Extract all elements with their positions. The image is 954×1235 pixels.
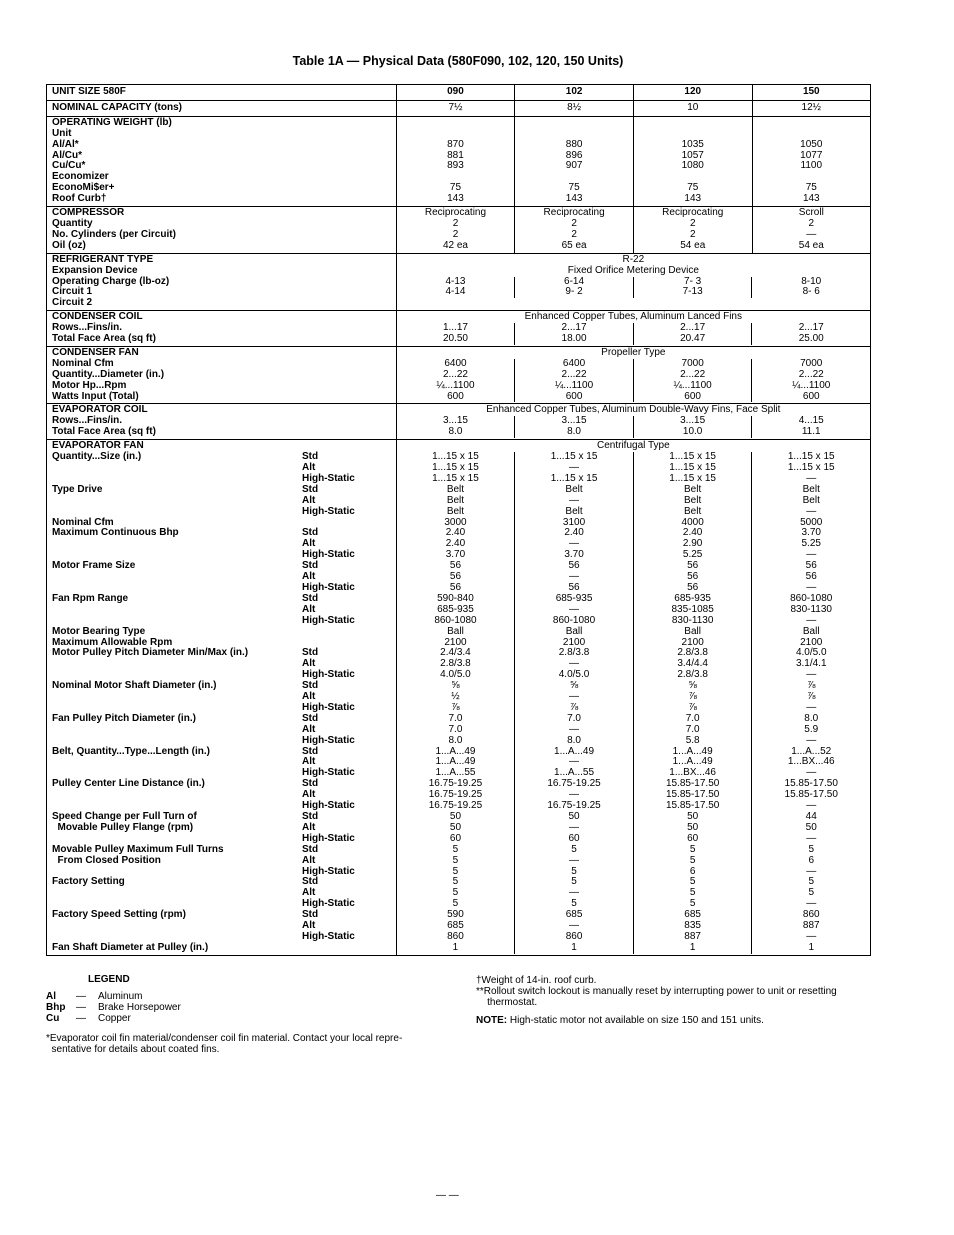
evap-coil-150-text: 4...15 11.1 [751, 416, 870, 438]
col-102: 102 [515, 85, 634, 101]
evap-fan-values [396, 440, 870, 956]
legend-abbr: Cu [46, 1013, 60, 1024]
compressor-102 [515, 207, 634, 254]
compressor-row [47, 207, 871, 254]
evap-fan-120-text: 1...15 x 15 1...15 x 15 1...15 x 15 Belt Belt Belt 4000 2.40 2.90 5.25 56 56 56 685-935 835-1085 830-1130 Ball 2100 2.8/3.8 3.4/4.4 2.8/3.8 ⅝ ⅞ ⅞ 7.0 7.0 5.8 1...A...49 1...A...49 1...BX...46 15.85-17.50 15.85-17.50 15.85-17.50 50 50 60 5 5 6 5 5 5 685 835 887 1 [633, 452, 752, 954]
nominal-capacity-label: NOMINAL CAPACITY (tons) [47, 100, 397, 116]
legend [46, 974, 466, 1024]
weight-150-text: 1050 1077 1100 75 143 [800, 138, 823, 205]
refrigerant-102-text: 6-14 9- 2 [514, 277, 633, 299]
evap-fan-labels [47, 440, 397, 956]
note [476, 1015, 876, 1026]
evap-coil-090-text: 3...15 8.0 [442, 415, 468, 438]
table-title: Table 1A — Physical Data (580F090, 102, 120, 150 Units) [292, 54, 624, 68]
weight-102-text: 880 896 907 75 143 [565, 138, 583, 205]
operating-weight-row [47, 116, 871, 206]
cond-coil-102-text: 2...17 18.00 [514, 323, 633, 345]
evaporator-coil-row [47, 404, 871, 440]
legend-item [46, 991, 466, 1002]
evap-fan-type-text: Std Alt High-Static Std Alt High-Static Std Alt High-Static Std Alt High-Static Std Alt High-Static Std Alt High-Static Std Alt High-Static Std Alt High-Static Std Alt High-Static Std Alt High-Static Std Alt High-Static Std Alt High-Static Std Alt High-Static Std Alt High-Static [302, 451, 355, 942]
note-label: NOTE: [476, 1015, 508, 1026]
nominal-capacity-row [47, 100, 871, 116]
refrigerant-150-text: 8-10 8- 6 [751, 277, 870, 299]
page-number: — — [436, 1190, 459, 1201]
evap-fan-span-text: Centrifugal Type [597, 440, 670, 452]
evap-fan-split [397, 452, 870, 954]
compressor-090 [396, 207, 515, 254]
nominal-090: 7½ [396, 100, 515, 116]
cond-fan-split [397, 359, 870, 403]
cond-fan-102-text: 6400 2...22 ¼...1100 600 [514, 359, 633, 403]
cond-fan-120-text: 7000 2...22 ¼...1100 600 [633, 359, 752, 403]
legend-dash: — [76, 991, 86, 1002]
condenser-coil-row [47, 311, 871, 347]
col-120: 120 [633, 85, 752, 101]
note-text: High-static motor not available on size 150 and 151 units. [507, 1015, 764, 1026]
cond-fan-090-text: 6400 2...22 ¼...1100 600 [436, 357, 475, 402]
col-090: 090 [396, 85, 515, 101]
evap-coil-120-text: 3...15 10.0 [633, 416, 752, 438]
evap-coil-labels [47, 404, 397, 440]
evap-fan-090-text: 1...15 x 15 1...15 x 15 1...15 x 15 Belt Belt Belt 3000 2.40 2.40 3.70 56 56 56 590-840 685-935 860-1080 Ball 2100 2.4/3.4 2.8/3.8 4.0/5.0 ⅝ ½ ⅞ 7.0 7.0 8.0 1...A...49 1...A...49 1...A...55 16.75-19.25 16.75-19.25 16.75-19.25 50 50 60 5 5 5 5 5 5 590 685 860 1 [428, 451, 483, 953]
footnotes-right [476, 975, 876, 1026]
condenser-fan-row [47, 346, 871, 404]
header-row [47, 85, 871, 101]
cond-coil-label-text: CONDENSER COIL Rows...Fins/in. Total Face Area (sq ft) [52, 311, 156, 345]
refrigerant-labels [47, 253, 397, 311]
operating-weight-labels [47, 116, 397, 206]
compressor-labels [47, 207, 397, 254]
weight-120 [633, 116, 752, 206]
legend-item [46, 1013, 466, 1024]
weight-090-text: 870 881 893 75 143 [447, 138, 464, 205]
cond-coil-090-text: 1...17 20.50 [442, 322, 468, 345]
evap-fan-label-text: EVAPORATOR FAN Quantity...Size (in.) Type Drive Nominal Cfm Maximum Continuous Bhp Motor Frame Size Fan Rpm Range Motor Bearing Type Maximum Allowable Rpm Motor Pulley Pitch Diameter Min/Max (in.) Nominal Motor Shaft Diameter (in.) Fan Pulley Pitch Diameter (in.) Belt, Quantity...Type...Length (in.) Pulley Center Line Distance (in.) Speed Change per Full Turn of Movable Pulley Flange (rpm) Movable Pulley Maximum Full Turns From Closed Position Factory Setting Factory Speed Setting (rpm) Fan Shaft Diameter at Pulley (in.) [52, 440, 249, 953]
compressor-150 [752, 207, 870, 254]
cond-coil-labels [47, 311, 397, 347]
compressor-label-text: COMPRESSOR Quantity No. Cylinders (per Circuit) Oil (oz) [52, 207, 176, 251]
cond-fan-values [396, 346, 870, 404]
compressor-120-text: Reciprocating 2 2 54 ea [662, 207, 724, 251]
nominal-150: 12½ [752, 100, 870, 116]
refrigerant-span-text: R-22 Fixed Orifice Metering Device [567, 253, 699, 276]
legend-abbr: Bhp [46, 1002, 66, 1013]
evap-coil-split [397, 416, 870, 438]
footnote-coil-material: *Evaporator coil fin material/condenser coil fin material. Contact your local repre- sentative for details about coated fins. [46, 1033, 403, 1055]
footnote-rollout-switch: **Rollout switch lockout is manually reset by interrupting power to unit or resetting thermostat. [476, 986, 837, 1008]
refrigerant-values [396, 253, 870, 311]
weight-120-text: 1035 1057 1080 75 143 [681, 138, 704, 205]
compressor-120 [633, 207, 752, 254]
refrigerant-090-text: 4-13 4-14 [445, 275, 466, 298]
footnote-roof-curb: †Weight of 14-in. roof curb. [476, 975, 597, 986]
cond-coil-120-text: 2...17 20.47 [633, 323, 752, 345]
weight-label-text: OPERATING WEIGHT (lb) Unit Al/Al* Al/Cu* Cu/Cu* Economizer EconoMi$er+ Roof Curb† [52, 116, 172, 205]
refrigerant-label-text: REFRIGERANT TYPE Expansion Device Operating Charge (lb-oz) Circuit 1 Circuit 2 [52, 253, 170, 309]
evaporator-fan-row [47, 440, 871, 956]
legend-text: Aluminum [98, 991, 143, 1002]
cond-fan-labels [47, 346, 397, 404]
cond-coil-split [397, 323, 870, 345]
compressor-090-text: Reciprocating 2 2 42 ea [424, 207, 487, 251]
cond-coil-span-text: Enhanced Copper Tubes, Aluminum Lanced Fins [524, 311, 742, 323]
compressor-102-text: Reciprocating 2 2 65 ea [543, 207, 605, 251]
evap-fan-150-text: 1...15 x 15 1...15 x 15 — Belt Belt — 5000 3.70 5.25 — 56 56 — 860-1080 830-1130 — Ball 2100 4.0/5.0 3.1/4.1 — ⅞ ⅞ — 8.0 5.9 — 1...A...52 1...BX...46 — 15.85-17.50 15.85-17.50 — 44 50 — 5 6 — 5 5 — 860 887 — 1 [751, 452, 870, 954]
evap-fan-102-text: 1...15 x 15 — 1...15 x 15 Belt — Belt 3100 2.40 — 3.70 56 — 56 685-935 — 860-1080 Ball 2100 2.8/3.8 — 4.0/5.0 ⅝ — ⅞ 7.0 — 8.0 1...A...49 — 1...A...55 16.75-19.25 — 16.75-19.25 50 — 60 5 — 5 5 — 5 685 — 860 1 [514, 452, 633, 954]
refrigerant-row [47, 253, 871, 311]
compressor-150-text: Scroll 2 — 54 ea [798, 207, 824, 251]
weight-102 [515, 116, 634, 206]
unit-size-label: UNIT SIZE 580F [47, 85, 397, 101]
evap-fan-label-split [52, 441, 391, 954]
legend-text: Copper [98, 1013, 131, 1024]
physical-data-table [46, 84, 871, 956]
nominal-102: 8½ [515, 100, 634, 116]
legend-dash: — [76, 1013, 86, 1024]
legend-item [46, 1002, 466, 1013]
cond-fan-label-text: CONDENSER FAN Nominal Cfm Quantity...Diameter (in.) Motor Hp...Rpm Watts Input (Total) [52, 346, 165, 402]
cond-coil-150-text: 2...17 25.00 [751, 323, 870, 345]
refrigerant-120-text: 7- 3 7-13 [633, 277, 752, 299]
legend-abbr: Al [46, 991, 56, 1002]
evap-coil-label-text: EVAPORATOR COIL Rows...Fins/in. Total Face Area (sq ft) [52, 404, 156, 438]
cond-fan-150-text: 7000 2...22 ¼...1100 600 [751, 359, 870, 403]
cond-fan-span-text: Propeller Type [601, 346, 666, 358]
evap-coil-span-text: Enhanced Copper Tubes, Aluminum Double-Wavy Fins, Face Split [486, 404, 781, 416]
nominal-120: 10 [633, 100, 752, 116]
evap-coil-102-text: 3...15 8.0 [514, 416, 633, 438]
cond-coil-values [396, 311, 870, 347]
weight-150 [752, 116, 870, 206]
evap-coil-values [396, 404, 870, 440]
legend-text: Brake Horsepower [98, 1002, 181, 1013]
refrigerant-split [397, 277, 870, 299]
col-150: 150 [752, 85, 870, 101]
weight-090 [396, 116, 515, 206]
legend-dash: — [76, 1002, 86, 1013]
legend-title: LEGEND [88, 974, 130, 985]
